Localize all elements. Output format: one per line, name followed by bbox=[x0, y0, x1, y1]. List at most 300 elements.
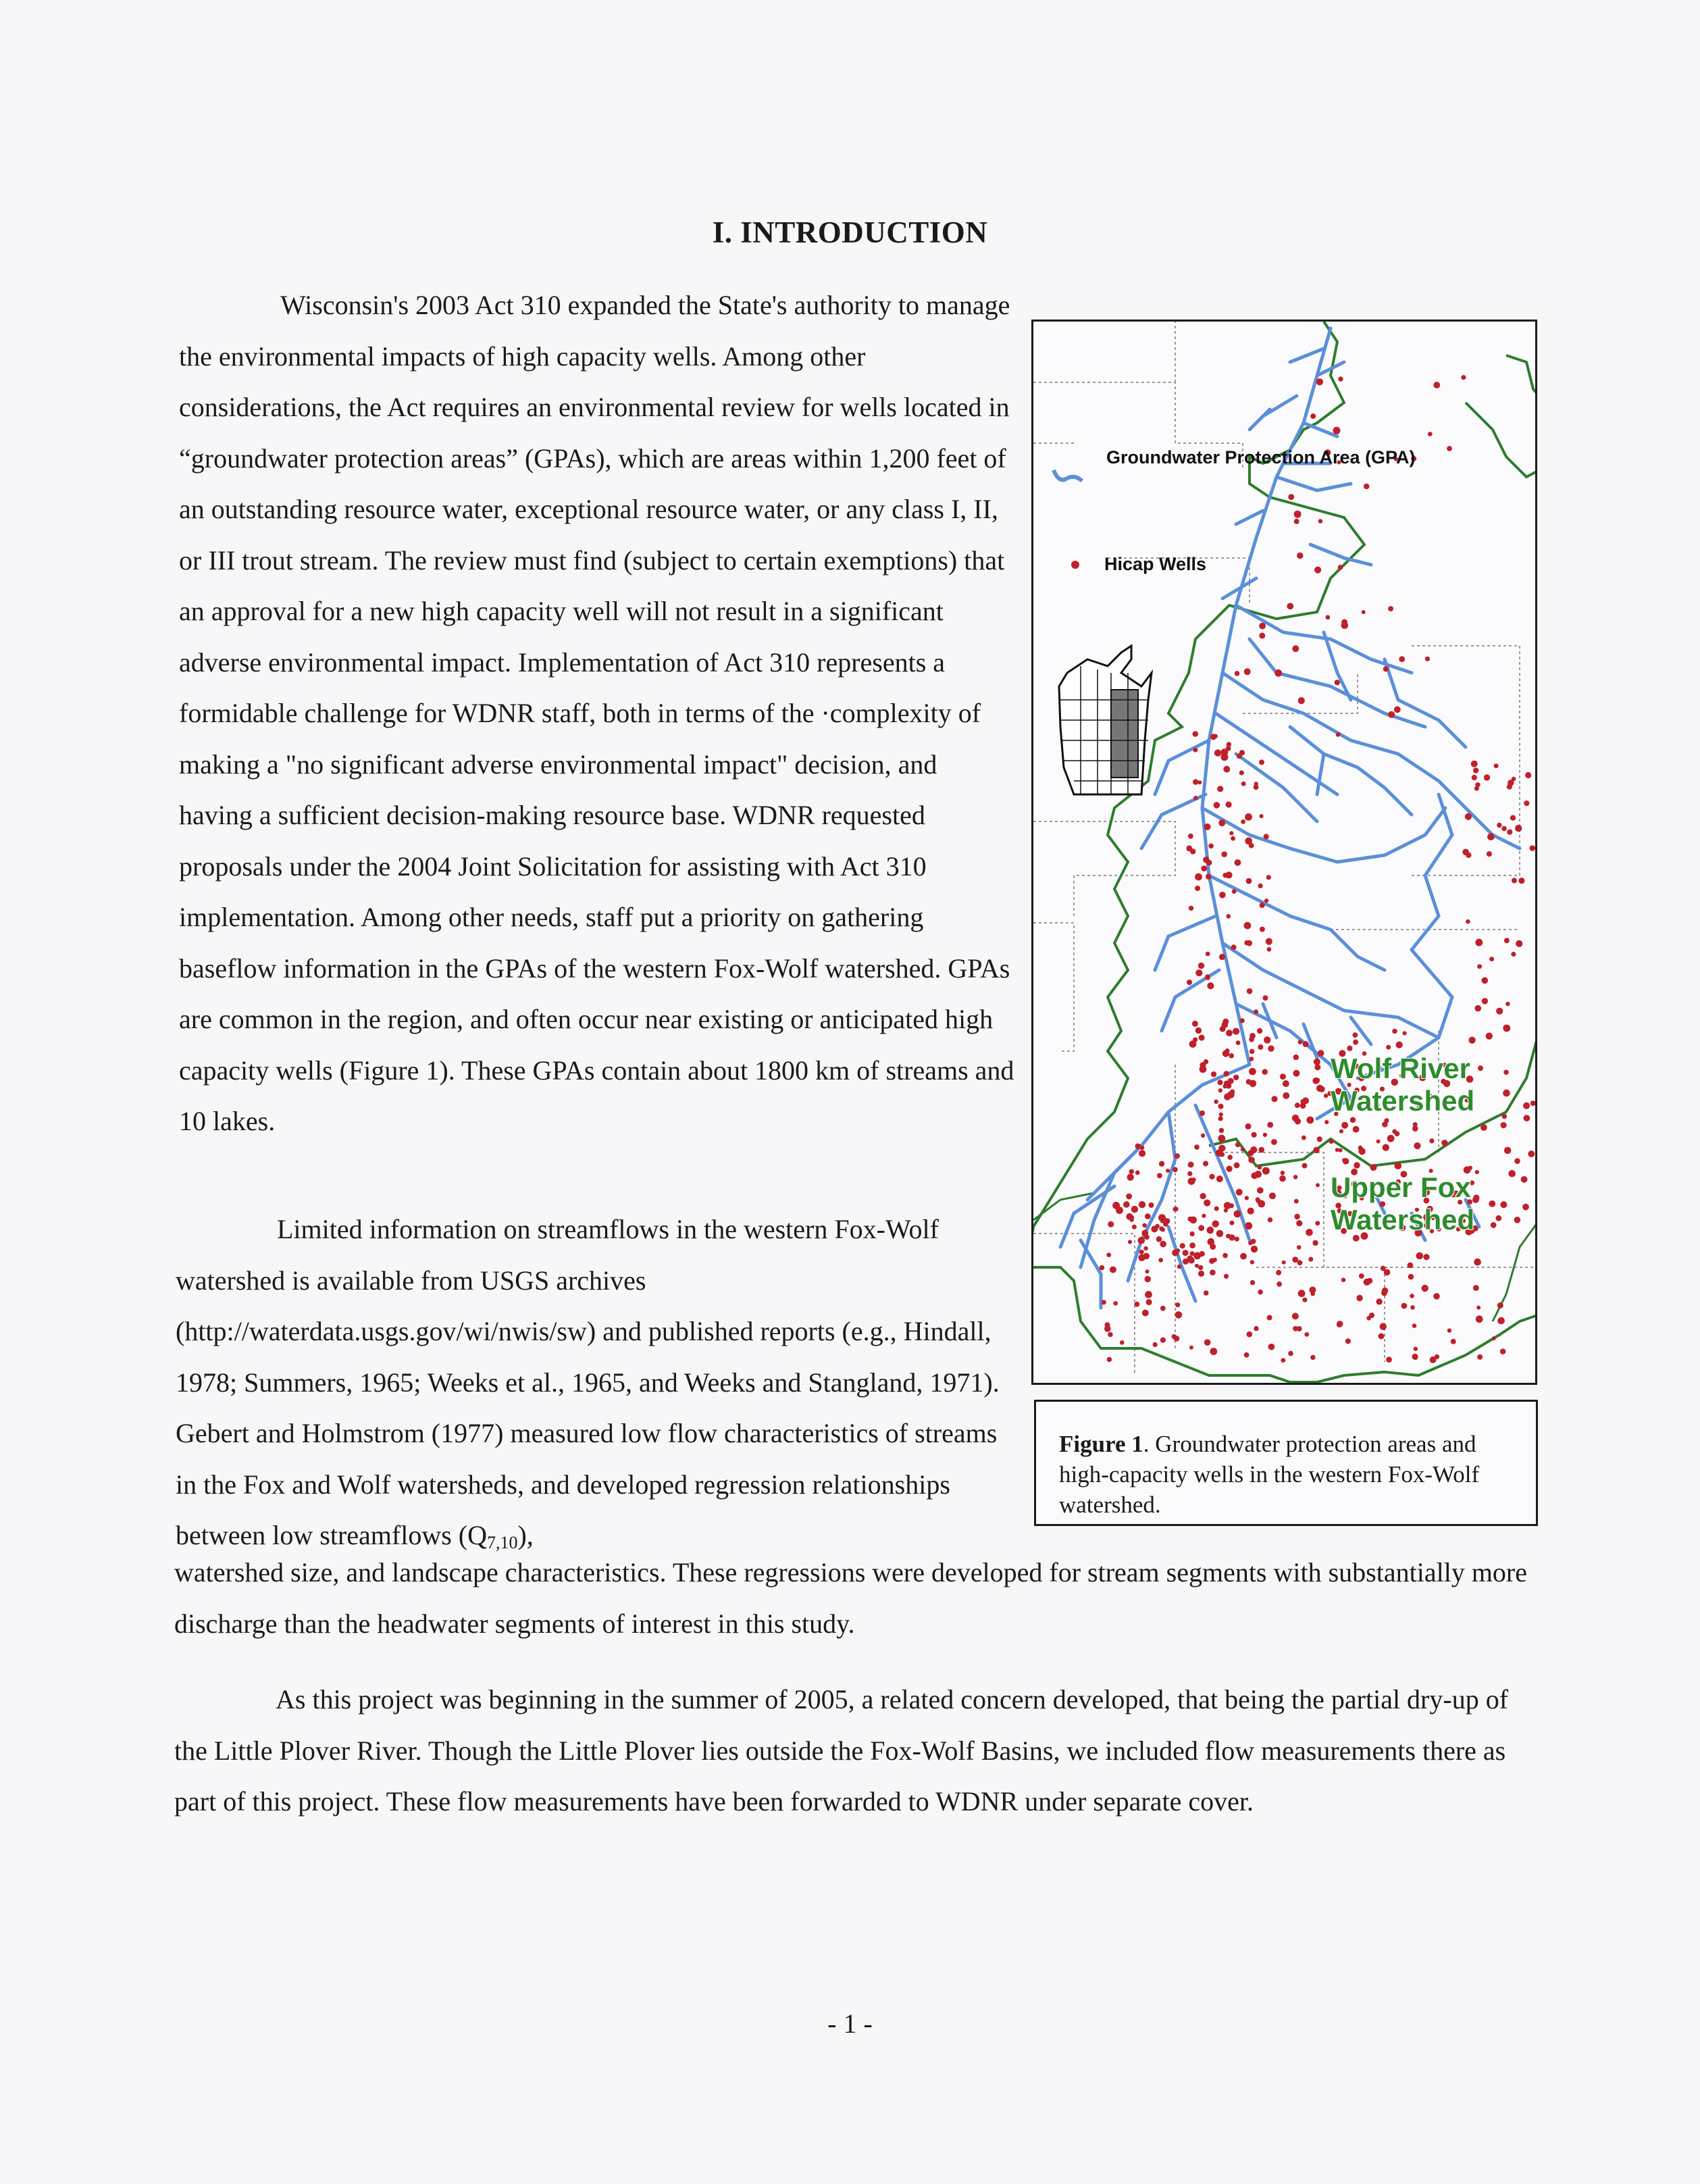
well-dot bbox=[1209, 1174, 1214, 1179]
well-dot bbox=[1229, 831, 1233, 835]
well-dot bbox=[1260, 814, 1264, 818]
well-dot bbox=[1466, 919, 1470, 924]
well-dot bbox=[1202, 1214, 1206, 1218]
well-dot bbox=[1145, 1213, 1151, 1219]
well-dot bbox=[1166, 1169, 1170, 1173]
well-dot bbox=[1298, 697, 1305, 704]
well-dot bbox=[1247, 1331, 1253, 1338]
well-dot bbox=[1524, 1115, 1530, 1121]
well-dot bbox=[1207, 982, 1214, 989]
well-dot bbox=[1175, 1311, 1183, 1319]
well-dot bbox=[1496, 1008, 1503, 1015]
well-dot bbox=[1176, 1248, 1180, 1252]
well-dot bbox=[1224, 1071, 1229, 1076]
well-dot bbox=[1489, 957, 1494, 961]
well-dot bbox=[1230, 1221, 1235, 1225]
well-dot bbox=[1283, 1080, 1289, 1087]
well-dot bbox=[1218, 1135, 1225, 1142]
well-dot bbox=[1530, 845, 1536, 851]
well-dot bbox=[1183, 1250, 1189, 1256]
well-dot bbox=[1204, 1339, 1211, 1346]
well-dot bbox=[1297, 1245, 1301, 1249]
well-dot bbox=[1210, 1269, 1216, 1275]
well-dot bbox=[1267, 1315, 1272, 1321]
well-dot bbox=[1295, 1118, 1301, 1124]
well-dot bbox=[1235, 1237, 1239, 1242]
well-dot bbox=[1310, 413, 1316, 419]
wolf-river-watershed-label: Wolf River Watershed bbox=[1331, 1052, 1475, 1117]
well-dot bbox=[1244, 922, 1252, 930]
well-dot bbox=[1220, 748, 1228, 756]
well-dot bbox=[1195, 1264, 1199, 1268]
well-dot bbox=[1507, 830, 1512, 835]
well-dot bbox=[1200, 1251, 1205, 1256]
well-dot bbox=[1206, 873, 1212, 880]
well-dot bbox=[1258, 884, 1263, 888]
well-dot bbox=[1302, 1097, 1309, 1104]
well-dot bbox=[1302, 1163, 1308, 1169]
well-dot bbox=[1288, 494, 1294, 500]
well-dot bbox=[1244, 940, 1249, 945]
well-dot bbox=[1140, 1146, 1145, 1150]
well-dot bbox=[1235, 1142, 1240, 1147]
well-dot bbox=[1195, 886, 1200, 891]
well-dot bbox=[1471, 761, 1478, 767]
well-dot bbox=[1214, 802, 1220, 809]
well-dot bbox=[1257, 1028, 1262, 1034]
well-dot bbox=[1214, 734, 1218, 738]
well-dot bbox=[1217, 1080, 1222, 1085]
well-dot bbox=[1264, 1036, 1270, 1043]
well-dot bbox=[1422, 1285, 1428, 1292]
well-dot bbox=[1113, 1301, 1118, 1306]
well-dot bbox=[1508, 1170, 1516, 1177]
well-dot bbox=[1318, 1050, 1324, 1057]
well-dot bbox=[1198, 1271, 1204, 1277]
well-dot bbox=[1189, 1231, 1194, 1236]
well-dot bbox=[1200, 1065, 1207, 1073]
well-dot bbox=[1205, 974, 1210, 980]
well-dot bbox=[1204, 1200, 1210, 1207]
well-dot bbox=[1251, 1239, 1256, 1244]
well-dot bbox=[1189, 1242, 1195, 1248]
well-dot bbox=[1127, 1174, 1134, 1181]
well-dot bbox=[1276, 1270, 1281, 1275]
well-dot bbox=[1292, 1256, 1298, 1263]
well-dot bbox=[1306, 1117, 1314, 1124]
well-dot bbox=[1250, 1049, 1255, 1055]
well-dot bbox=[1477, 964, 1482, 969]
well-dot bbox=[1249, 1037, 1254, 1042]
watershed-map bbox=[1031, 320, 1537, 1385]
well-dot bbox=[1228, 1078, 1234, 1084]
well-dot bbox=[1468, 1037, 1475, 1044]
well-dot bbox=[1473, 767, 1478, 773]
well-dot bbox=[1473, 1285, 1479, 1291]
intro-paragraph-2 bbox=[176, 1204, 1013, 1569]
well-dot bbox=[1108, 1221, 1114, 1227]
well-dot bbox=[1476, 1306, 1480, 1310]
well-dot bbox=[1206, 952, 1210, 957]
well-dot bbox=[1274, 669, 1282, 677]
well-dot bbox=[1308, 1257, 1313, 1262]
well-dot bbox=[1227, 914, 1231, 919]
well-dot bbox=[1263, 995, 1268, 1000]
well-dot bbox=[1430, 1356, 1437, 1363]
well-dot bbox=[1249, 1057, 1254, 1061]
q-subscript: 7,10 bbox=[486, 1533, 518, 1552]
well-dot bbox=[1302, 1136, 1306, 1140]
well-dot bbox=[1472, 775, 1477, 780]
well-dot bbox=[1183, 1259, 1189, 1265]
well-dot bbox=[1282, 1261, 1286, 1265]
well-dot bbox=[1193, 748, 1197, 753]
well-dot bbox=[1224, 1209, 1228, 1213]
well-dot bbox=[1386, 1356, 1392, 1363]
well-dot bbox=[1145, 1269, 1150, 1273]
well-dot bbox=[1353, 1040, 1358, 1045]
well-dot bbox=[1160, 1306, 1166, 1311]
well-dot bbox=[1145, 1291, 1152, 1298]
well-dot bbox=[1501, 826, 1507, 832]
well-dot bbox=[1245, 838, 1252, 845]
well-dot bbox=[1200, 1111, 1205, 1116]
well-dot bbox=[1219, 954, 1225, 960]
well-dot bbox=[1232, 889, 1237, 894]
well-dot bbox=[1190, 848, 1195, 854]
well-dot bbox=[1226, 1234, 1231, 1238]
well-dot bbox=[1347, 1046, 1352, 1051]
well-dot bbox=[1198, 1265, 1203, 1270]
well-dot bbox=[1142, 1223, 1147, 1228]
well-dot bbox=[1287, 603, 1293, 610]
well-dot bbox=[1316, 1078, 1320, 1083]
gpa-legend-label: Groundwater Protection Area (GPA) bbox=[1106, 447, 1416, 467]
well-dot bbox=[1523, 1102, 1530, 1109]
wells-legend-label: Hicap Wells bbox=[1104, 554, 1207, 574]
well-dot bbox=[1263, 1133, 1267, 1137]
well-dot bbox=[1487, 851, 1492, 857]
figure-caption-label: Figure 1 bbox=[1059, 1431, 1143, 1457]
well-dot bbox=[1474, 1259, 1481, 1266]
well-dot bbox=[1200, 1193, 1206, 1199]
well-dot bbox=[1244, 1352, 1250, 1358]
well-dot bbox=[1324, 1120, 1329, 1124]
well-dot bbox=[1226, 1030, 1233, 1036]
well-dot bbox=[1259, 633, 1265, 639]
well-dot bbox=[1425, 657, 1430, 661]
well-dot bbox=[1260, 927, 1265, 932]
well-dot bbox=[1262, 1069, 1268, 1075]
well-dot bbox=[1142, 1310, 1149, 1317]
well-dot bbox=[1388, 711, 1395, 718]
well-dot bbox=[1159, 1226, 1164, 1231]
well-dot bbox=[1414, 1347, 1418, 1351]
well-dot bbox=[1369, 1313, 1374, 1318]
well-dot bbox=[1525, 772, 1531, 778]
well-dot bbox=[1338, 565, 1343, 570]
well-dot bbox=[1221, 851, 1227, 857]
well-dot bbox=[1364, 1279, 1370, 1286]
well-dot bbox=[1214, 1100, 1218, 1104]
well-dot bbox=[1226, 801, 1232, 807]
well-dot bbox=[1174, 1207, 1179, 1211]
well-dot bbox=[1497, 823, 1501, 828]
well-dot bbox=[1433, 382, 1440, 388]
well-dot bbox=[1281, 1171, 1285, 1175]
well-dot bbox=[1482, 977, 1489, 984]
well-dot bbox=[1192, 1177, 1196, 1182]
well-dot bbox=[1100, 1265, 1105, 1271]
well-dot bbox=[1414, 1142, 1420, 1149]
well-dot bbox=[1189, 1346, 1193, 1350]
well-dot bbox=[1180, 1243, 1185, 1248]
well-dot bbox=[1292, 645, 1299, 652]
well-dot bbox=[1218, 1116, 1223, 1121]
figure-caption-text: . Groundwater protection areas and high-capacity wells in the western Fox-Wolf watershed. bbox=[1059, 1431, 1480, 1518]
well-dot bbox=[1211, 1071, 1216, 1077]
well-dot bbox=[1294, 519, 1299, 524]
well-dot bbox=[1256, 1198, 1260, 1203]
well-dot bbox=[1512, 777, 1516, 782]
well-dot bbox=[1262, 1167, 1270, 1175]
well-dot bbox=[1193, 779, 1198, 784]
well-dot bbox=[1139, 1150, 1145, 1157]
well-dot bbox=[1123, 1201, 1130, 1208]
well-dot bbox=[1353, 1032, 1358, 1038]
well-dot bbox=[1219, 1128, 1225, 1134]
well-dot bbox=[1518, 878, 1524, 884]
well-dot bbox=[1288, 1351, 1293, 1356]
upper-fox-watershed-label: Upper Fox Watershed bbox=[1331, 1171, 1475, 1236]
well-dot bbox=[1296, 1220, 1302, 1226]
well-dot bbox=[1497, 1317, 1505, 1325]
well-dot bbox=[1234, 1211, 1241, 1218]
well-dot bbox=[1208, 1238, 1215, 1246]
well-dot bbox=[1313, 1147, 1319, 1153]
well-dot bbox=[1210, 1348, 1217, 1355]
well-dot bbox=[1252, 1132, 1257, 1138]
well-dot bbox=[1230, 1090, 1235, 1094]
well-dot bbox=[1129, 1169, 1134, 1174]
well-dot bbox=[1198, 963, 1204, 969]
well-dot bbox=[1316, 1085, 1323, 1092]
well-dot bbox=[1173, 1167, 1178, 1173]
well-dot bbox=[1120, 1340, 1125, 1345]
well-dot bbox=[1143, 1253, 1150, 1260]
well-dot bbox=[1258, 1165, 1262, 1170]
well-dot bbox=[1310, 1355, 1315, 1360]
well-dot bbox=[1218, 819, 1225, 826]
well-dot bbox=[1358, 1148, 1365, 1154]
well-dot bbox=[1528, 1150, 1535, 1157]
well-dot bbox=[1447, 446, 1452, 451]
well-dot bbox=[1303, 1041, 1309, 1047]
well-dot bbox=[1336, 732, 1341, 737]
well-dot bbox=[1195, 1027, 1202, 1034]
well-dot bbox=[1302, 1298, 1307, 1302]
well-dot bbox=[1396, 1042, 1403, 1048]
well-dot bbox=[1188, 834, 1193, 839]
well-dot bbox=[1258, 1044, 1263, 1050]
well-dot bbox=[1203, 1161, 1208, 1166]
well-dot bbox=[1475, 782, 1480, 787]
well-dot bbox=[1254, 784, 1259, 790]
well-dot bbox=[1277, 1281, 1282, 1287]
well-dot bbox=[1386, 1045, 1391, 1050]
well-dot bbox=[1175, 1153, 1180, 1159]
well-dot bbox=[1216, 1175, 1223, 1182]
well-dot bbox=[1240, 1018, 1245, 1023]
well-dot bbox=[1447, 1328, 1451, 1332]
well-dot bbox=[1259, 759, 1264, 765]
well-dot bbox=[1250, 1146, 1257, 1153]
well-dot bbox=[1254, 1009, 1258, 1014]
well-dot bbox=[1218, 1145, 1225, 1152]
well-dot bbox=[1193, 796, 1198, 801]
well-dot bbox=[1174, 1336, 1180, 1342]
well-dot bbox=[1249, 1068, 1256, 1075]
well-dot bbox=[1222, 1253, 1228, 1259]
well-dot bbox=[1143, 1246, 1148, 1250]
well-dot bbox=[1504, 1147, 1511, 1154]
well-dot bbox=[1205, 857, 1209, 861]
well-dot bbox=[1269, 1192, 1276, 1199]
well-dot bbox=[1241, 819, 1245, 824]
well-dot bbox=[1240, 1253, 1247, 1260]
intro-paragraph-3: As this project was beginning in the summer of 2005, a related concern developed, that being the partial dry-up of the Little Plover River. Though the Little Plover lies outside the Fox-Wolf Basins, we included flow measurements there as part of this project. These flow measurements have been forwarded to WDNR under separate cover. bbox=[174, 1684, 1509, 1817]
well-dot bbox=[1233, 1028, 1239, 1035]
well-dot bbox=[1408, 1274, 1414, 1280]
well-dot bbox=[1383, 1144, 1389, 1151]
well-dot bbox=[1250, 1260, 1254, 1264]
well-dot bbox=[1241, 782, 1246, 786]
well-dot bbox=[1233, 1075, 1239, 1080]
well-dot bbox=[1298, 1040, 1303, 1044]
well-dot bbox=[1247, 1208, 1254, 1215]
well-dot bbox=[1376, 1298, 1382, 1304]
well-dot bbox=[1254, 1326, 1258, 1331]
well-dot bbox=[1193, 731, 1199, 737]
well-dot bbox=[1295, 1102, 1300, 1108]
well-dot bbox=[1477, 1354, 1483, 1360]
well-dot bbox=[1220, 1026, 1226, 1032]
well-dot bbox=[1413, 1355, 1418, 1361]
well-dot bbox=[1235, 859, 1241, 866]
well-dot bbox=[1266, 938, 1272, 945]
well-dot bbox=[1129, 1215, 1134, 1220]
well-dot bbox=[1335, 680, 1340, 685]
well-dot bbox=[1480, 1124, 1487, 1131]
well-dot bbox=[1401, 1303, 1408, 1309]
well-dot bbox=[1504, 938, 1510, 943]
well-dot bbox=[1207, 1227, 1214, 1234]
well-dot bbox=[1486, 1033, 1493, 1040]
well-dot bbox=[1156, 1236, 1162, 1242]
well-dot bbox=[1392, 1029, 1397, 1034]
well-dot bbox=[1521, 1176, 1528, 1183]
well-dot bbox=[1177, 1265, 1181, 1269]
well-dot bbox=[1428, 432, 1433, 436]
well-dot bbox=[1110, 1267, 1116, 1273]
well-dot bbox=[1495, 1215, 1501, 1221]
well-dot bbox=[1306, 1229, 1313, 1236]
well-dot bbox=[1234, 1163, 1240, 1169]
well-dot bbox=[1209, 1258, 1215, 1264]
well-dot bbox=[1126, 1194, 1132, 1200]
well-dot bbox=[1516, 940, 1522, 947]
well-dot bbox=[1224, 1274, 1229, 1279]
well-dot bbox=[1239, 770, 1244, 775]
well-dot bbox=[1381, 1266, 1386, 1271]
well-dot bbox=[1279, 1175, 1286, 1182]
well-dot bbox=[1314, 567, 1321, 574]
well-dot bbox=[1497, 1302, 1503, 1309]
well-dot bbox=[1339, 1129, 1343, 1134]
well-dot bbox=[1359, 1273, 1364, 1279]
well-dot bbox=[1193, 1038, 1197, 1042]
well-dot bbox=[1214, 749, 1221, 756]
well-dot bbox=[1399, 656, 1405, 662]
well-dot bbox=[1219, 892, 1226, 898]
well-dot bbox=[1370, 1164, 1377, 1171]
well-dot bbox=[1408, 1263, 1414, 1269]
well-dot bbox=[1190, 1251, 1195, 1256]
well-dot bbox=[1461, 375, 1466, 380]
well-dot bbox=[1225, 1048, 1230, 1053]
well-dot bbox=[1512, 878, 1517, 884]
well-dot bbox=[1333, 427, 1341, 434]
well-dot bbox=[1381, 1290, 1387, 1296]
well-dot bbox=[1260, 903, 1265, 908]
well-dot bbox=[1315, 1221, 1320, 1225]
well-dot bbox=[1465, 813, 1472, 820]
well-dot bbox=[1146, 1299, 1152, 1305]
well-dot bbox=[1341, 1122, 1348, 1129]
well-dot bbox=[1160, 1338, 1166, 1343]
well-dot bbox=[1188, 1162, 1194, 1168]
well-dot bbox=[1128, 1240, 1132, 1244]
well-dot bbox=[1204, 823, 1211, 830]
well-dot bbox=[1244, 668, 1251, 675]
well-dot bbox=[1281, 1358, 1285, 1363]
well-dot bbox=[1236, 1189, 1243, 1196]
well-dot bbox=[1476, 1315, 1483, 1323]
well-dot bbox=[1138, 1237, 1145, 1244]
well-dot bbox=[1500, 1201, 1507, 1208]
well-dot bbox=[1383, 666, 1389, 671]
well-dot bbox=[1410, 1294, 1414, 1298]
well-dot bbox=[1258, 1147, 1264, 1153]
well-dot bbox=[1293, 1055, 1299, 1060]
well-dot bbox=[1268, 1217, 1272, 1222]
well-dot bbox=[1484, 774, 1490, 780]
well-dot bbox=[1410, 1305, 1415, 1310]
well-dot bbox=[1250, 1080, 1257, 1088]
well-dot bbox=[1293, 1326, 1298, 1331]
well-dot bbox=[1503, 1025, 1510, 1032]
well-dot bbox=[1292, 1313, 1299, 1319]
well-dot bbox=[1198, 1225, 1204, 1231]
well-dot bbox=[1264, 898, 1268, 903]
well-dot bbox=[1264, 834, 1269, 839]
well-dot bbox=[1294, 511, 1302, 518]
well-dot bbox=[1441, 1140, 1447, 1146]
well-dot bbox=[1379, 1334, 1385, 1340]
well-dot bbox=[1492, 1336, 1496, 1340]
well-dot bbox=[1247, 988, 1253, 994]
well-dot bbox=[1158, 1214, 1166, 1221]
